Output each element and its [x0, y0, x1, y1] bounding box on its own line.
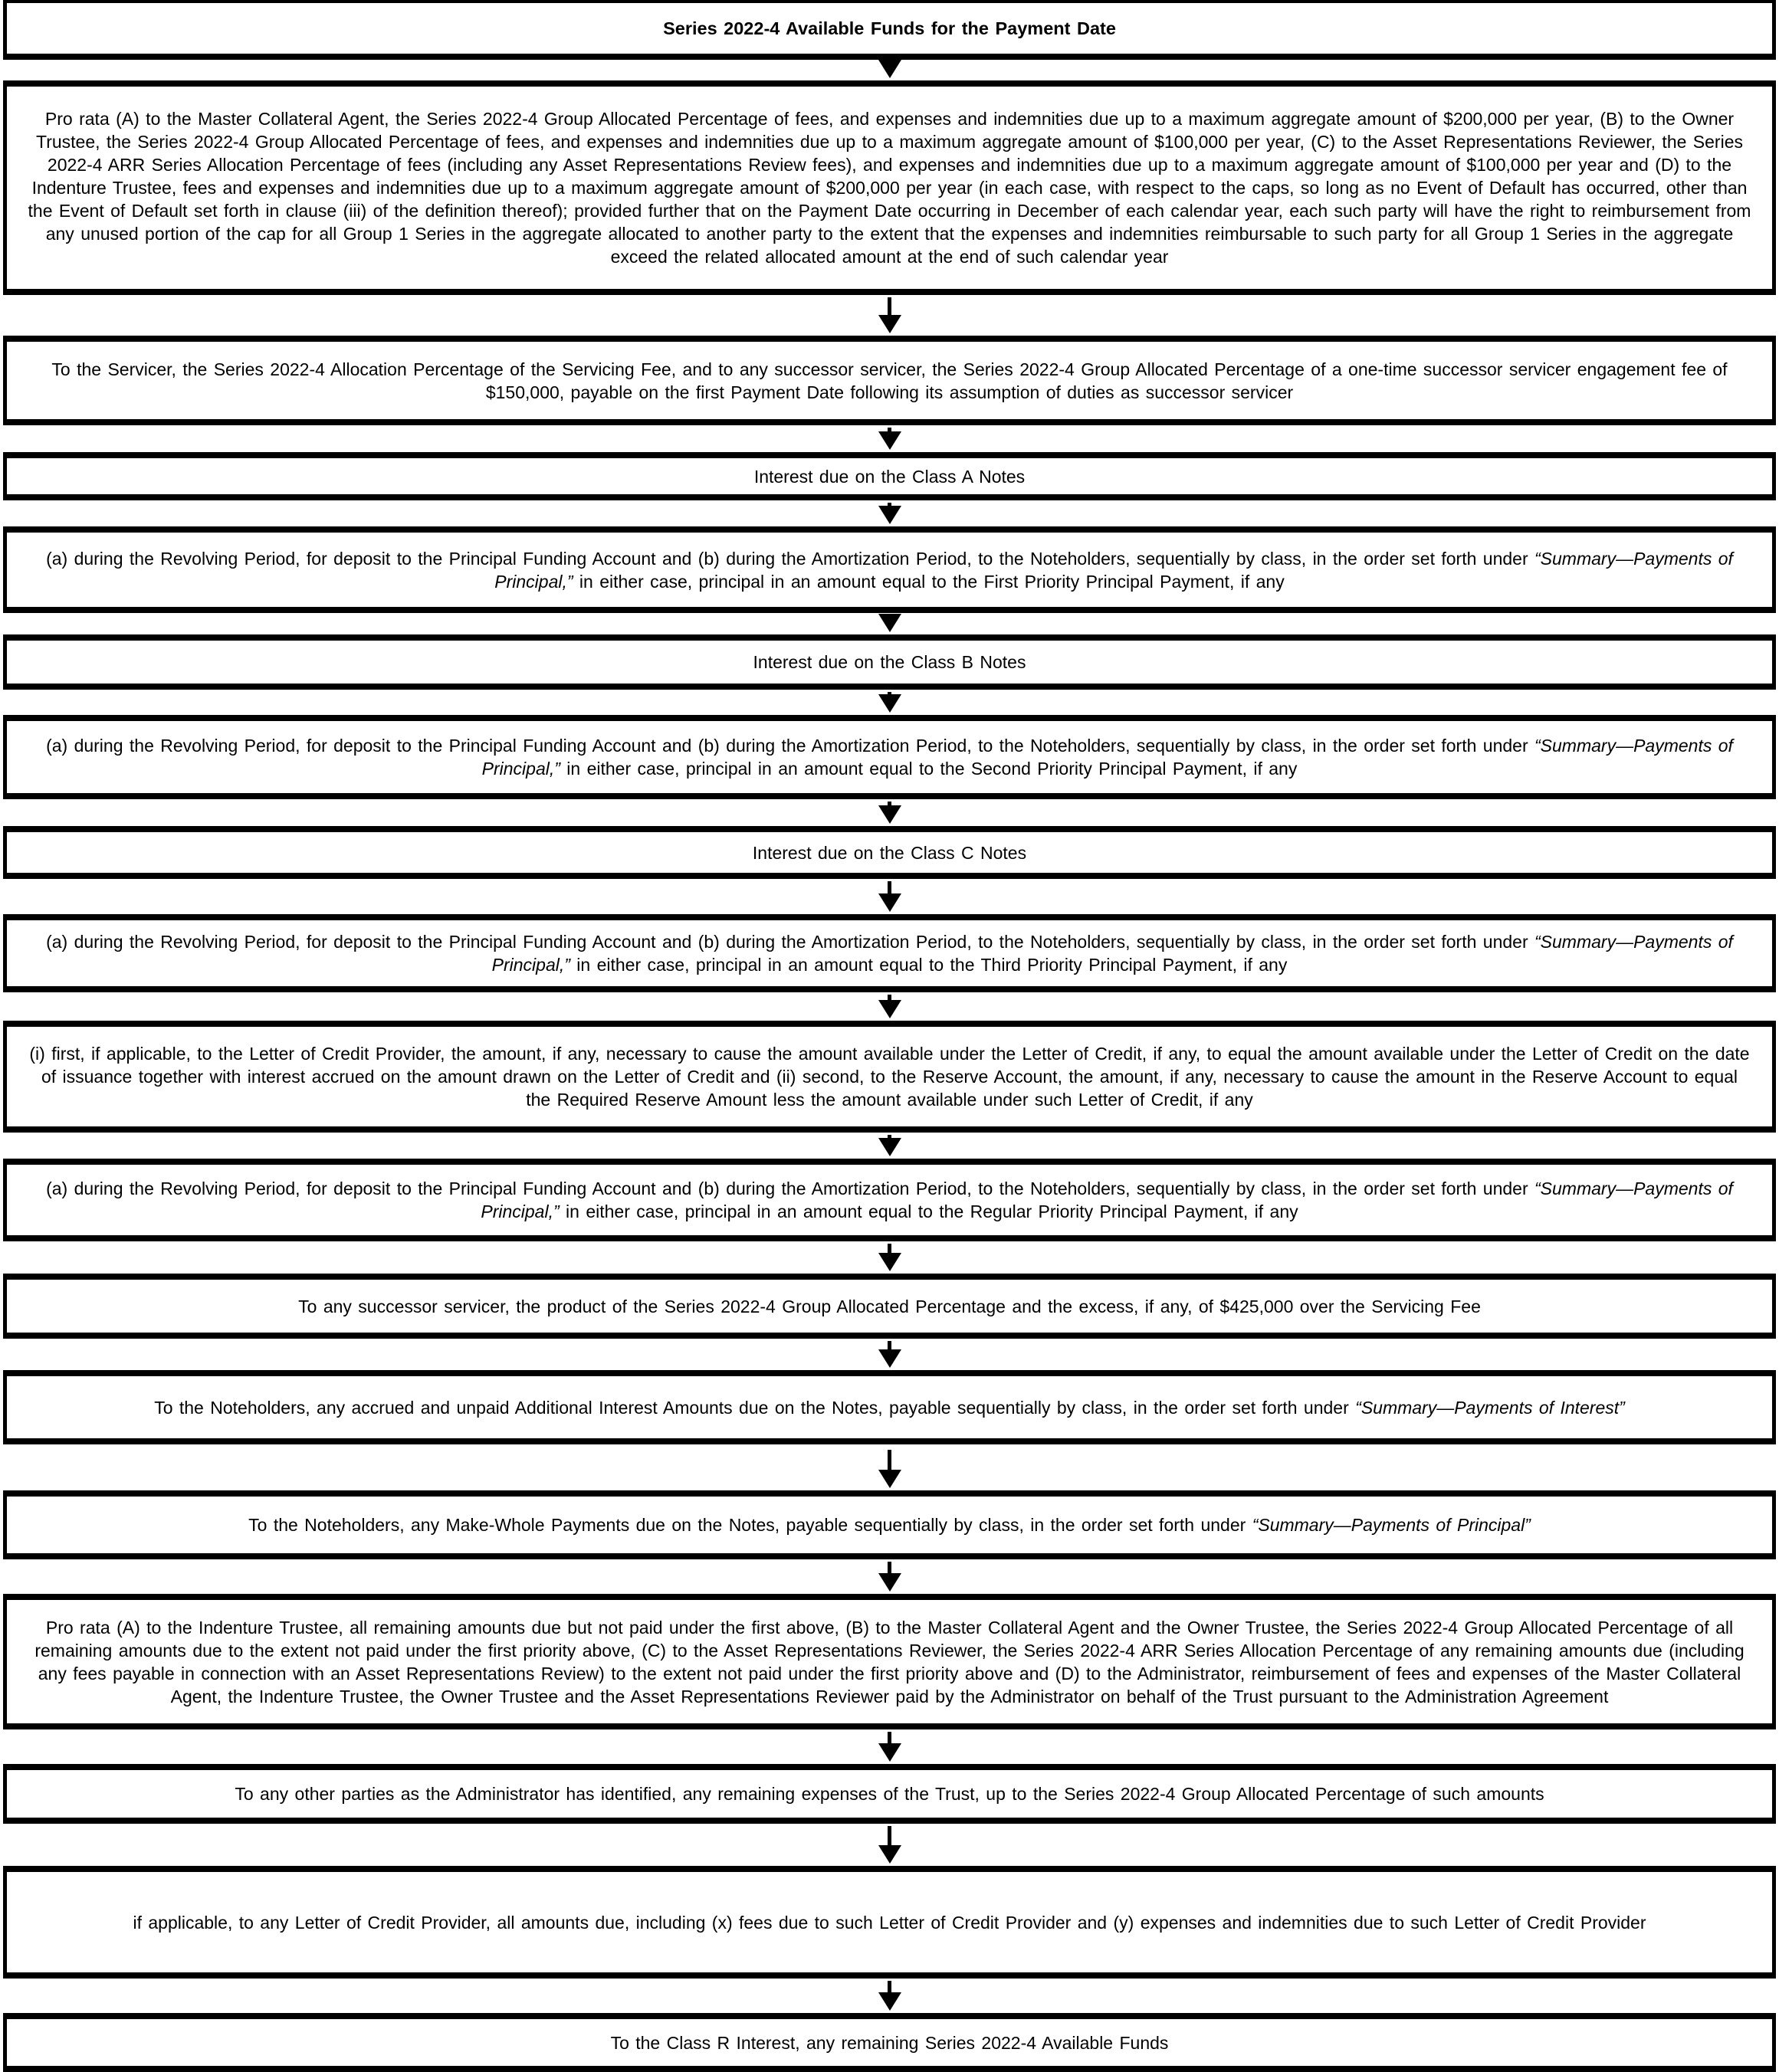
waterfall-box-1 — [3, 80, 1776, 295]
waterfall-box-10 — [3, 1159, 1776, 1241]
waterfall-box-11-text: To any successor servicer, the product of the Series 2022-4 Group Allocated Percentage and the excess, if any, of $425,000 over the Servicing Fee — [298, 1296, 1481, 1316]
waterfall-box-9 — [3, 1021, 1776, 1133]
waterfall-box-13 — [3, 1490, 1776, 1559]
connector-3 — [0, 425, 1779, 452]
waterfall-box-3 — [3, 452, 1776, 500]
waterfall-box-16-text: if applicable, to any Letter of Credit Provider, all amounts due, including (x) fees due to such Letter of Credit Provider and (y) expenses and indemnities due to such Letter of Credit Provider — [133, 1912, 1646, 1933]
waterfall-box-15-text: To any other parties as the Administrator has identified, any remaining expenses of the Trust, up to the Series 2022-4 Group Allocated Percentage of such amounts — [235, 1784, 1544, 1804]
down-arrow-icon — [878, 694, 901, 713]
waterfall-box-6 — [3, 715, 1776, 799]
connector-1 — [0, 60, 1779, 80]
waterfall-box-8 — [3, 914, 1776, 992]
down-arrow-icon — [878, 315, 901, 333]
arrow-stem — [888, 1826, 891, 1845]
arrow-stem — [888, 297, 891, 315]
down-arrow-icon — [878, 60, 901, 78]
down-arrow-icon — [878, 1573, 901, 1592]
connector-12 — [0, 1339, 1779, 1370]
down-arrow-icon — [878, 1845, 901, 1864]
waterfall-box-14 — [3, 1594, 1776, 1729]
down-arrow-icon — [878, 614, 901, 632]
connector-6 — [0, 690, 1779, 715]
waterfall-box-4-text: (a) during the Revolving Period, for deposit to the Principal Funding Account and (b) during the Amortization Period, to the Noteholders, sequentially by class, in the order set forth under “Summary—Payments of Principal,” in either case, principal in an amount equal to the First Priority Principal Payment, if any — [46, 548, 1733, 592]
down-arrow-icon — [878, 805, 901, 824]
arrow-stem — [888, 995, 891, 1000]
down-arrow-icon — [878, 1253, 901, 1271]
waterfall-box-11 — [3, 1274, 1776, 1339]
arrow-stem — [888, 1562, 891, 1573]
arrow-stem — [888, 1341, 891, 1349]
connector-14 — [0, 1559, 1779, 1594]
connector-11 — [0, 1241, 1779, 1274]
waterfall-box-15 — [3, 1764, 1776, 1824]
connector-15 — [0, 1729, 1779, 1764]
connector-17 — [0, 1979, 1779, 2013]
waterfall-box-12-text: To the Noteholders, any accrued and unpaid Additional Interest Amounts due on the Notes, payable sequentially by class, in the order set forth under “Summary—Payments of Interest” — [154, 1397, 1625, 1418]
flowchart-title: Series 2022-4 Available Funds for the Payment Date — [663, 18, 1116, 38]
down-arrow-icon — [878, 1138, 901, 1156]
connector-4 — [0, 500, 1779, 526]
waterfall-box-1-text: Pro rata (A) to the Master Collateral Agent, the Series 2022-4 Group Allocated Percentage of fees, and expenses and indemnities due up to a maximum aggregate amount of $200,000 per year, (B) to the Owner Trustee, the Series 2022-4 Group Allocated Percentage of fees, and expenses and indemnities due up to a maximum aggregate amount of $100,000 per year, (C) to the Asset Representations Reviewer, the Series 2022-4 ARR Series Allocation Percentage of fees (including any Asset Representations Review fees), and expenses and indemnities due up to a maximum aggregate amount of $100,000 per year and (D) to the Indenture Trustee, fees and expenses and indemnities due up to a maximum aggregate amount of $200,000 per year (in each case, with respect to the caps, so long as no Event of Default has occurred, other than the Event of Default set forth in clause (iii) of the definition thereof); provided further that on the Payment Date occurring in December of each calendar year, each such party will have the right to reimbursement from any unused portion of the cap for all Group 1 Series in the aggregate allocated to another party to the extent that the expenses and indemnities reimbursable to such party for all Group 1 Series in the aggregate exceed the related allocated amount at the end of such calendar year — [28, 109, 1751, 267]
waterfall-box-6-text: (a) during the Revolving Period, for deposit to the Principal Funding Account and (b) during the Amortization Period, to the Noteholders, sequentially by class, in the order set forth under “Summary—Payments of Principal,” in either case, principal in an amount equal to the Second Priority Principal Payment, if any — [46, 736, 1733, 779]
arrow-stem — [888, 1450, 891, 1470]
waterfall-box-17-text: To the Class R Interest, any remaining Series 2022-4 Available Funds — [610, 2032, 1169, 2053]
waterfall-box-7 — [3, 826, 1776, 879]
waterfall-box-14-text: Pro rata (A) to the Indenture Trustee, all remaining amounts due but not paid under the first above, (B) to the Master Collateral Agent and the Owner Trustee, the Series 2022-4 Group Allocated Percentage of all remaining amounts due to the extent not paid under the first priority above, (C) to the Asset Representations Reviewer, the Series 2022-4 ARR Series Allocation Percentage of any remaining amounts due (including any fees payable in connection with an Asset Representations Review) to the extent not paid under the first priority above and (D) to the Administrator, reimbursement of fees and expenses of the Master Collateral Agent, the Indenture Trustee, the Owner Trustee and the Asset Representations Reviewer paid by the Administrator on behalf of the Trust pursuant to the Administration Agreement — [34, 1617, 1745, 1706]
down-arrow-icon — [878, 893, 901, 912]
waterfall-box-5 — [3, 634, 1776, 690]
waterfall-box-2-text: To the Servicer, the Series 2022-4 Allocation Percentage of the Servicing Fee, and to any successor servicer, the Series 2022-4 Group Allocated Percentage of a one-time successor servicer engagement fee of $150,000, payable on the first Payment Date following its assumption of duties as successor servicer — [51, 359, 1728, 402]
down-arrow-icon — [878, 1000, 901, 1018]
down-arrow-icon — [878, 506, 901, 524]
waterfall-box-17 — [3, 2013, 1776, 2072]
arrow-stem — [888, 881, 891, 893]
waterfall-box-5-text: Interest due on the Class B Notes — [753, 652, 1026, 672]
flowchart-title-box — [3, 0, 1776, 60]
connector-2 — [0, 295, 1779, 336]
connector-7 — [0, 799, 1779, 826]
waterfall-box-12 — [3, 1370, 1776, 1444]
arrow-stem — [888, 1732, 891, 1743]
connector-5 — [0, 613, 1779, 634]
down-arrow-icon — [878, 1992, 901, 2011]
connector-9 — [0, 992, 1779, 1021]
waterfall-box-13-text: To the Noteholders, any Make-Whole Payments due on the Notes, payable sequentially by class, in the order set forth under “Summary—Payments of Principal” — [248, 1515, 1531, 1535]
arrow-stem — [888, 1244, 891, 1253]
waterfall-box-4 — [3, 526, 1776, 613]
down-arrow-icon — [878, 1349, 901, 1368]
connector-13 — [0, 1444, 1779, 1490]
down-arrow-icon — [878, 431, 901, 450]
down-arrow-icon — [878, 1743, 901, 1762]
arrow-stem — [888, 1981, 891, 1992]
connector-16 — [0, 1824, 1779, 1866]
waterfall-box-2 — [3, 336, 1776, 425]
waterfall-box-10-text: (a) during the Revolving Period, for deposit to the Principal Funding Account and (b) during the Amortization Period, to the Noteholders, sequentially by class, in the order set forth under “Summary—Payments of Principal,” in either case, principal in an amount equal to the Regular Priority Principal Payment, if any — [46, 1179, 1733, 1221]
connector-8 — [0, 879, 1779, 914]
waterfall-box-7-text: Interest due on the Class C Notes — [752, 842, 1027, 863]
waterfall-box-16 — [3, 1866, 1776, 1979]
waterfall-box-8-text: (a) during the Revolving Period, for deposit to the Principal Funding Account and (b) during the Amortization Period, to the Noteholders, sequentially by class, in the order set forth under “Summary—Payments of Principal,” in either case, principal in an amount equal to the Third Priority Principal Payment, if any — [46, 932, 1733, 975]
waterfall-box-9-text: (i) first, if applicable, to the Letter of Credit Provider, the amount, if any, necessary to cause the amount available under the Letter of Credit, if any, to equal the amount available under the Letter of Credit on the date of issuance together with interest accrued on the amount drawn on the Letter of Credit and (ii) second, to the Reserve Account, the amount, if any, necessary to cause the amount in the Reserve Account to equal the Required Reserve Amount less the amount available under such Letter of Credit, if any — [29, 1044, 1750, 1110]
connector-10 — [0, 1133, 1779, 1159]
down-arrow-icon — [878, 1470, 901, 1488]
waterfall-box-3-text: Interest due on the Class A Notes — [753, 466, 1026, 487]
